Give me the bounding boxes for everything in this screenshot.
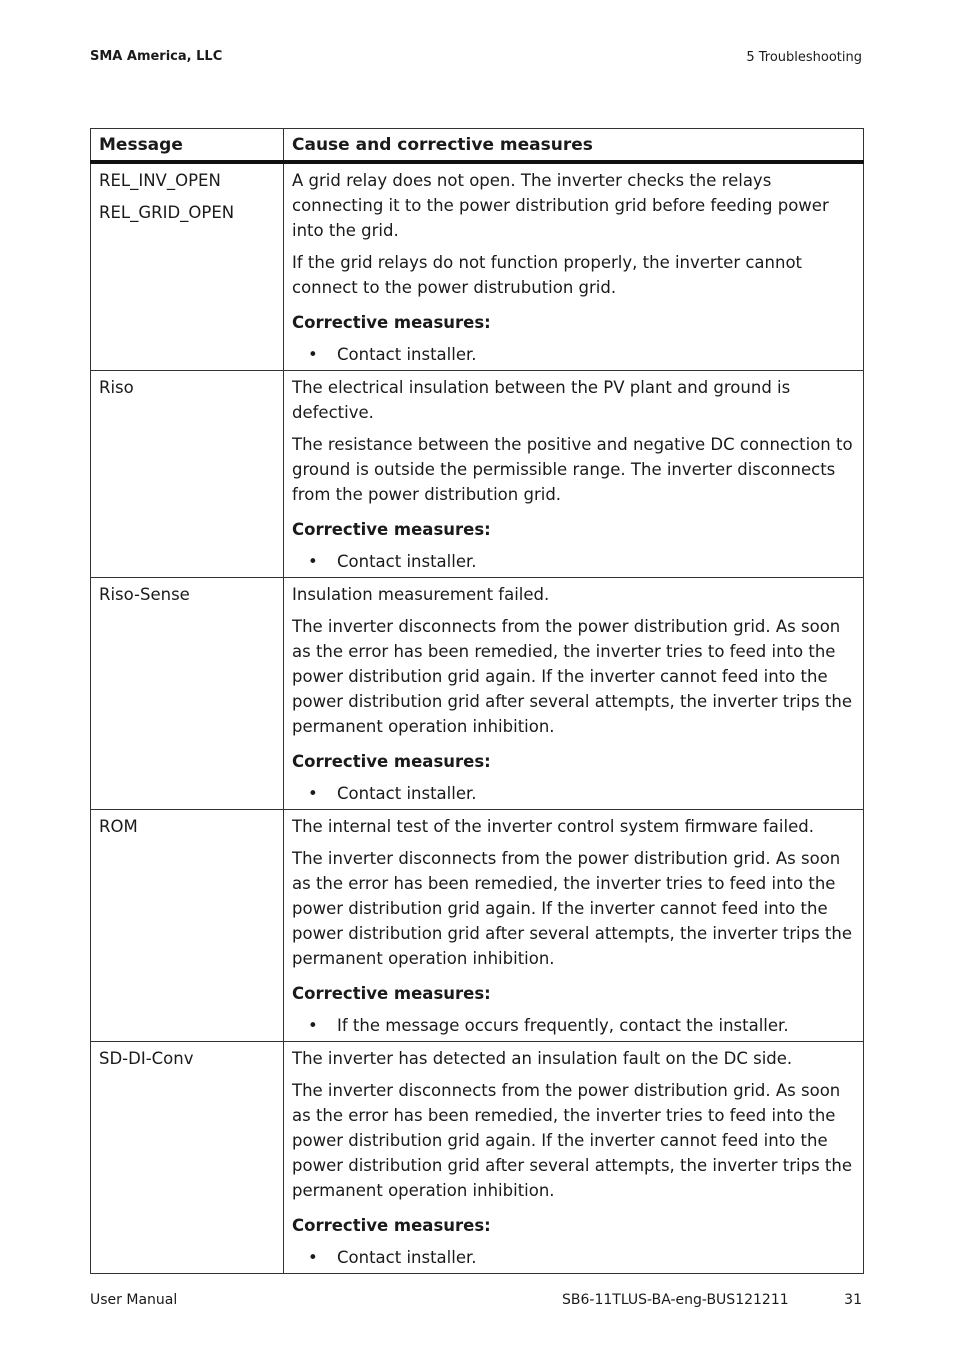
cause-cell [284, 577, 864, 809]
cause-paragraph: The internal test of the inverter control system firmware failed. [292, 816, 814, 836]
message-code: ROM [99, 816, 138, 836]
column-header-cause: Cause and corrective measures [284, 129, 864, 162]
corrective-measures-heading: Corrective measures: [292, 1215, 491, 1235]
table-row [91, 577, 864, 809]
bullet-icon: • [308, 344, 318, 364]
corrective-measures-heading: Corrective measures: [292, 312, 491, 332]
message-cell [91, 1041, 284, 1273]
message-cell [91, 370, 284, 577]
table-row [91, 1041, 864, 1273]
cause-cell [284, 370, 864, 577]
message-code: REL_GRID_OPEN [99, 202, 235, 222]
table-row [91, 370, 864, 577]
header-company: SMA America, LLC [90, 49, 223, 64]
header-section: 5 Troubleshooting [746, 50, 862, 65]
message-code: SD-DI-Conv [99, 1048, 194, 1068]
message-code: REL_INV_OPEN [99, 170, 221, 190]
cause-paragraph: The inverter disconnects from the power distribution grid. As soon as the error has been remedied, the inverter tries to feed into the power distribution grid again. If the inverter cannot feed into the power distribution grid after several attempts, the inverter trips the permanent operation inhibition. [292, 848, 852, 968]
table-row [91, 809, 864, 1041]
cause-paragraph: The inverter disconnects from the power distribution grid. As soon as the error has been remedied, the inverter tries to feed into the power distribution grid again. If the inverter cannot feed into the power distribution grid after several attempts, the inverter trips the permanent operation inhibition. [292, 1080, 852, 1200]
bullet-item [292, 1013, 857, 1038]
table-header-row [91, 129, 864, 162]
bullet-item [292, 549, 857, 574]
bullet-item [292, 1245, 857, 1270]
bullet-text: Contact installer. [337, 1247, 477, 1267]
cause-cell [284, 1041, 864, 1273]
footer-doc-code: SB6-11TLUS-BA-eng-BUS121211 [562, 1292, 789, 1308]
message-code: Riso [99, 377, 134, 397]
message-cell [91, 809, 284, 1041]
bullet-text: Contact installer. [337, 344, 477, 364]
bullet-icon: • [308, 551, 318, 571]
cause-paragraph: A grid relay does not open. The inverter checks the relays connecting it to the power distribution grid before feeding power into the grid. [292, 170, 829, 240]
bullet-text: Contact installer. [337, 551, 477, 571]
table-row [91, 162, 864, 371]
cause-cell [284, 809, 864, 1041]
message-cell [91, 577, 284, 809]
footer-page-number: 31 [844, 1292, 862, 1308]
bullet-item [292, 342, 857, 367]
message-cell [91, 162, 284, 371]
cause-paragraph: The inverter disconnects from the power distribution grid. As soon as the error has been remedied, the inverter tries to feed into the power distribution grid again. If the inverter cannot feed into the power distribution grid after several attempts, the inverter trips the permanent operation inhibition. [292, 616, 852, 736]
message-code: Riso-Sense [99, 584, 190, 604]
troubleshooting-table [90, 128, 864, 1274]
cause-paragraph: The resistance between the positive and negative DC connection to ground is outside the permissible range. The inverter disconnects from the power distribution grid. [292, 434, 853, 504]
cause-paragraph: The electrical insulation between the PV plant and ground is defective. [292, 377, 791, 422]
footer-doc-type: User Manual [90, 1292, 178, 1308]
cause-paragraph: Insulation measurement failed. [292, 584, 550, 604]
cause-paragraph: If the grid relays do not function properly, the inverter cannot connect to the power distrubution grid. [292, 252, 803, 297]
bullet-text: If the message occurs frequently, contact the installer. [337, 1015, 789, 1035]
bullet-text: Contact installer. [337, 783, 477, 803]
corrective-measures-heading: Corrective measures: [292, 983, 491, 1003]
corrective-measures-heading: Corrective measures: [292, 751, 491, 771]
bullet-icon: • [308, 783, 318, 803]
bullet-icon: • [308, 1247, 318, 1267]
cause-cell [284, 162, 864, 371]
cause-paragraph: The inverter has detected an insulation fault on the DC side. [292, 1048, 793, 1068]
column-header-message: Message [91, 129, 284, 162]
corrective-measures-heading: Corrective measures: [292, 519, 491, 539]
bullet-icon: • [308, 1015, 318, 1035]
bullet-item [292, 781, 857, 806]
